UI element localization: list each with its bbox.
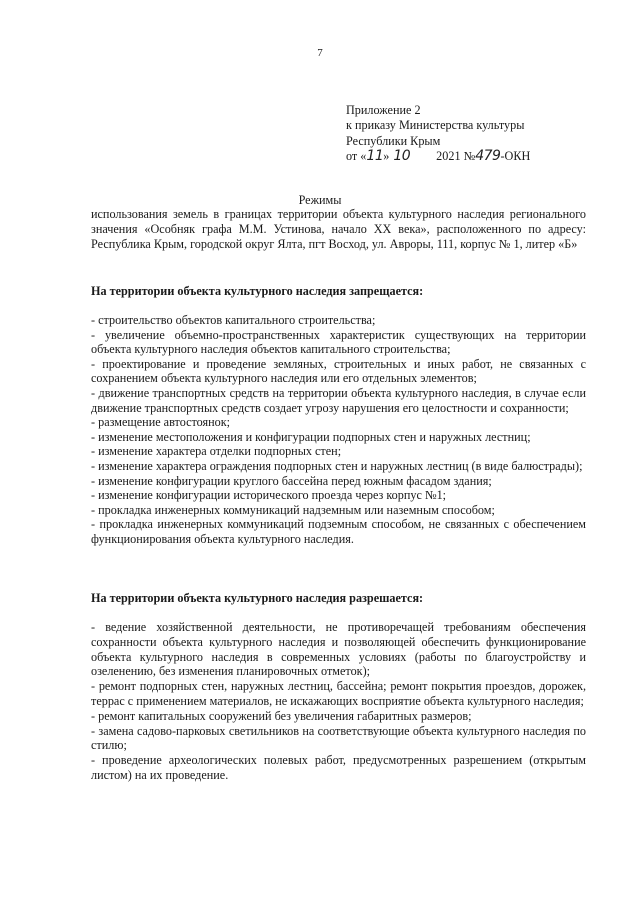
order-date-line <box>346 149 530 164</box>
list-item: - прокладка инженерных коммуникаций подземным способом, не связанных с обеспечением функционирования объекта культурного наследия. <box>91 517 586 546</box>
document-intro: использования земель в границах территории объекта культурного наследия регионального значения «Особняк графа М.М. Устинова, начало XX века», расположенного по адресу: Республика Крым, городской округ Ялта, пгт Восход, ул. Авроры, 111, корпус № 1, литер «Б» <box>91 207 586 252</box>
list-item: - строительство объектов капитального строительства; <box>91 313 376 327</box>
list-item: - изменение конфигурации круглого бассейна перед южным фасадом здания; <box>91 473 492 488</box>
appendix-line-2: к приказу Министерства культуры <box>346 118 525 133</box>
list-item: - размещение автостоянок; <box>91 415 231 430</box>
list-item: - изменение характера отделки подпорных стен; <box>91 444 342 459</box>
list-item: - ремонт подпорных стен, наружных лестниц, бассейна; ремонт покрытия проездов, дорожек, террас с применением материалов, не искажающих восприятие объекта культурного наследия; <box>91 679 586 708</box>
page-number: 7 <box>317 47 323 59</box>
list-item: - движение транспортных средств на территории объекта культурного наследия, в случае если движение транспортных средств создает угрозу нарушения его целостности и сохранности; <box>91 385 586 415</box>
appendix-header <box>346 103 530 164</box>
list-item: - изменение характера ограждения подпорных стен и наружных лестниц (в виде балюстрады); <box>91 458 583 473</box>
handwritten-month: 10 <box>393 147 411 164</box>
date-quote: » <box>383 148 390 163</box>
prohibited-heading: На территории объекта культурного наследия запрещается: <box>91 284 424 298</box>
list-item: - изменение конфигурации исторического проезда через корпус №1; <box>91 488 447 503</box>
permitted-list <box>91 620 586 783</box>
permitted-heading: На территории объекта культурного наследия разрешается: <box>91 591 424 605</box>
handwritten-order-number: 479 <box>475 147 501 164</box>
handwritten-day: 11 <box>366 147 384 164</box>
order-year: 2021 № <box>436 148 476 163</box>
date-prefix: от « <box>346 148 367 163</box>
list-item: - проектирование и проведение земляных, строительных и иных работ, не связанных с сохранением объекта культурного наследия или его отдельных элементов; <box>91 356 586 386</box>
document-title: Режимы <box>298 193 342 207</box>
list-item: - замена садово-парковых светильников на соответствующие объекта культурного наследия по стилю; <box>91 723 586 753</box>
appendix-line-3: Республики Крым <box>346 133 441 148</box>
list-item: - ведение хозяйственной деятельности, не противоречащей требованиям обеспечения сохранности объекта культурного наследия и позволяющей обеспечить функционирование объекта культурного наследия в современных условиях (работы по благоустройству и озеленению, без изменения планировочных отметок); <box>91 620 586 679</box>
list-item: - увеличение объемно-пространственных характеристик существующих на территории объекта культурного наследия объектов капитального строительства; <box>91 327 586 357</box>
list-item: - проведение археологических полевых работ, предусмотренных разрешением (открытым листом) на их проведение. <box>91 753 586 782</box>
prohibited-list <box>91 313 586 547</box>
list-item: - ремонт капитальных сооружений без увеличения габаритных размеров; <box>91 708 472 723</box>
list-item: - изменение местоположения и конфигурации подпорных стен и наружных лестниц; <box>91 429 531 444</box>
appendix-line-1: Приложение 2 <box>346 103 421 117</box>
order-suffix: -ОКН <box>500 148 531 163</box>
list-item: - прокладка инженерных коммуникаций надземным или наземным способом; <box>91 502 495 517</box>
